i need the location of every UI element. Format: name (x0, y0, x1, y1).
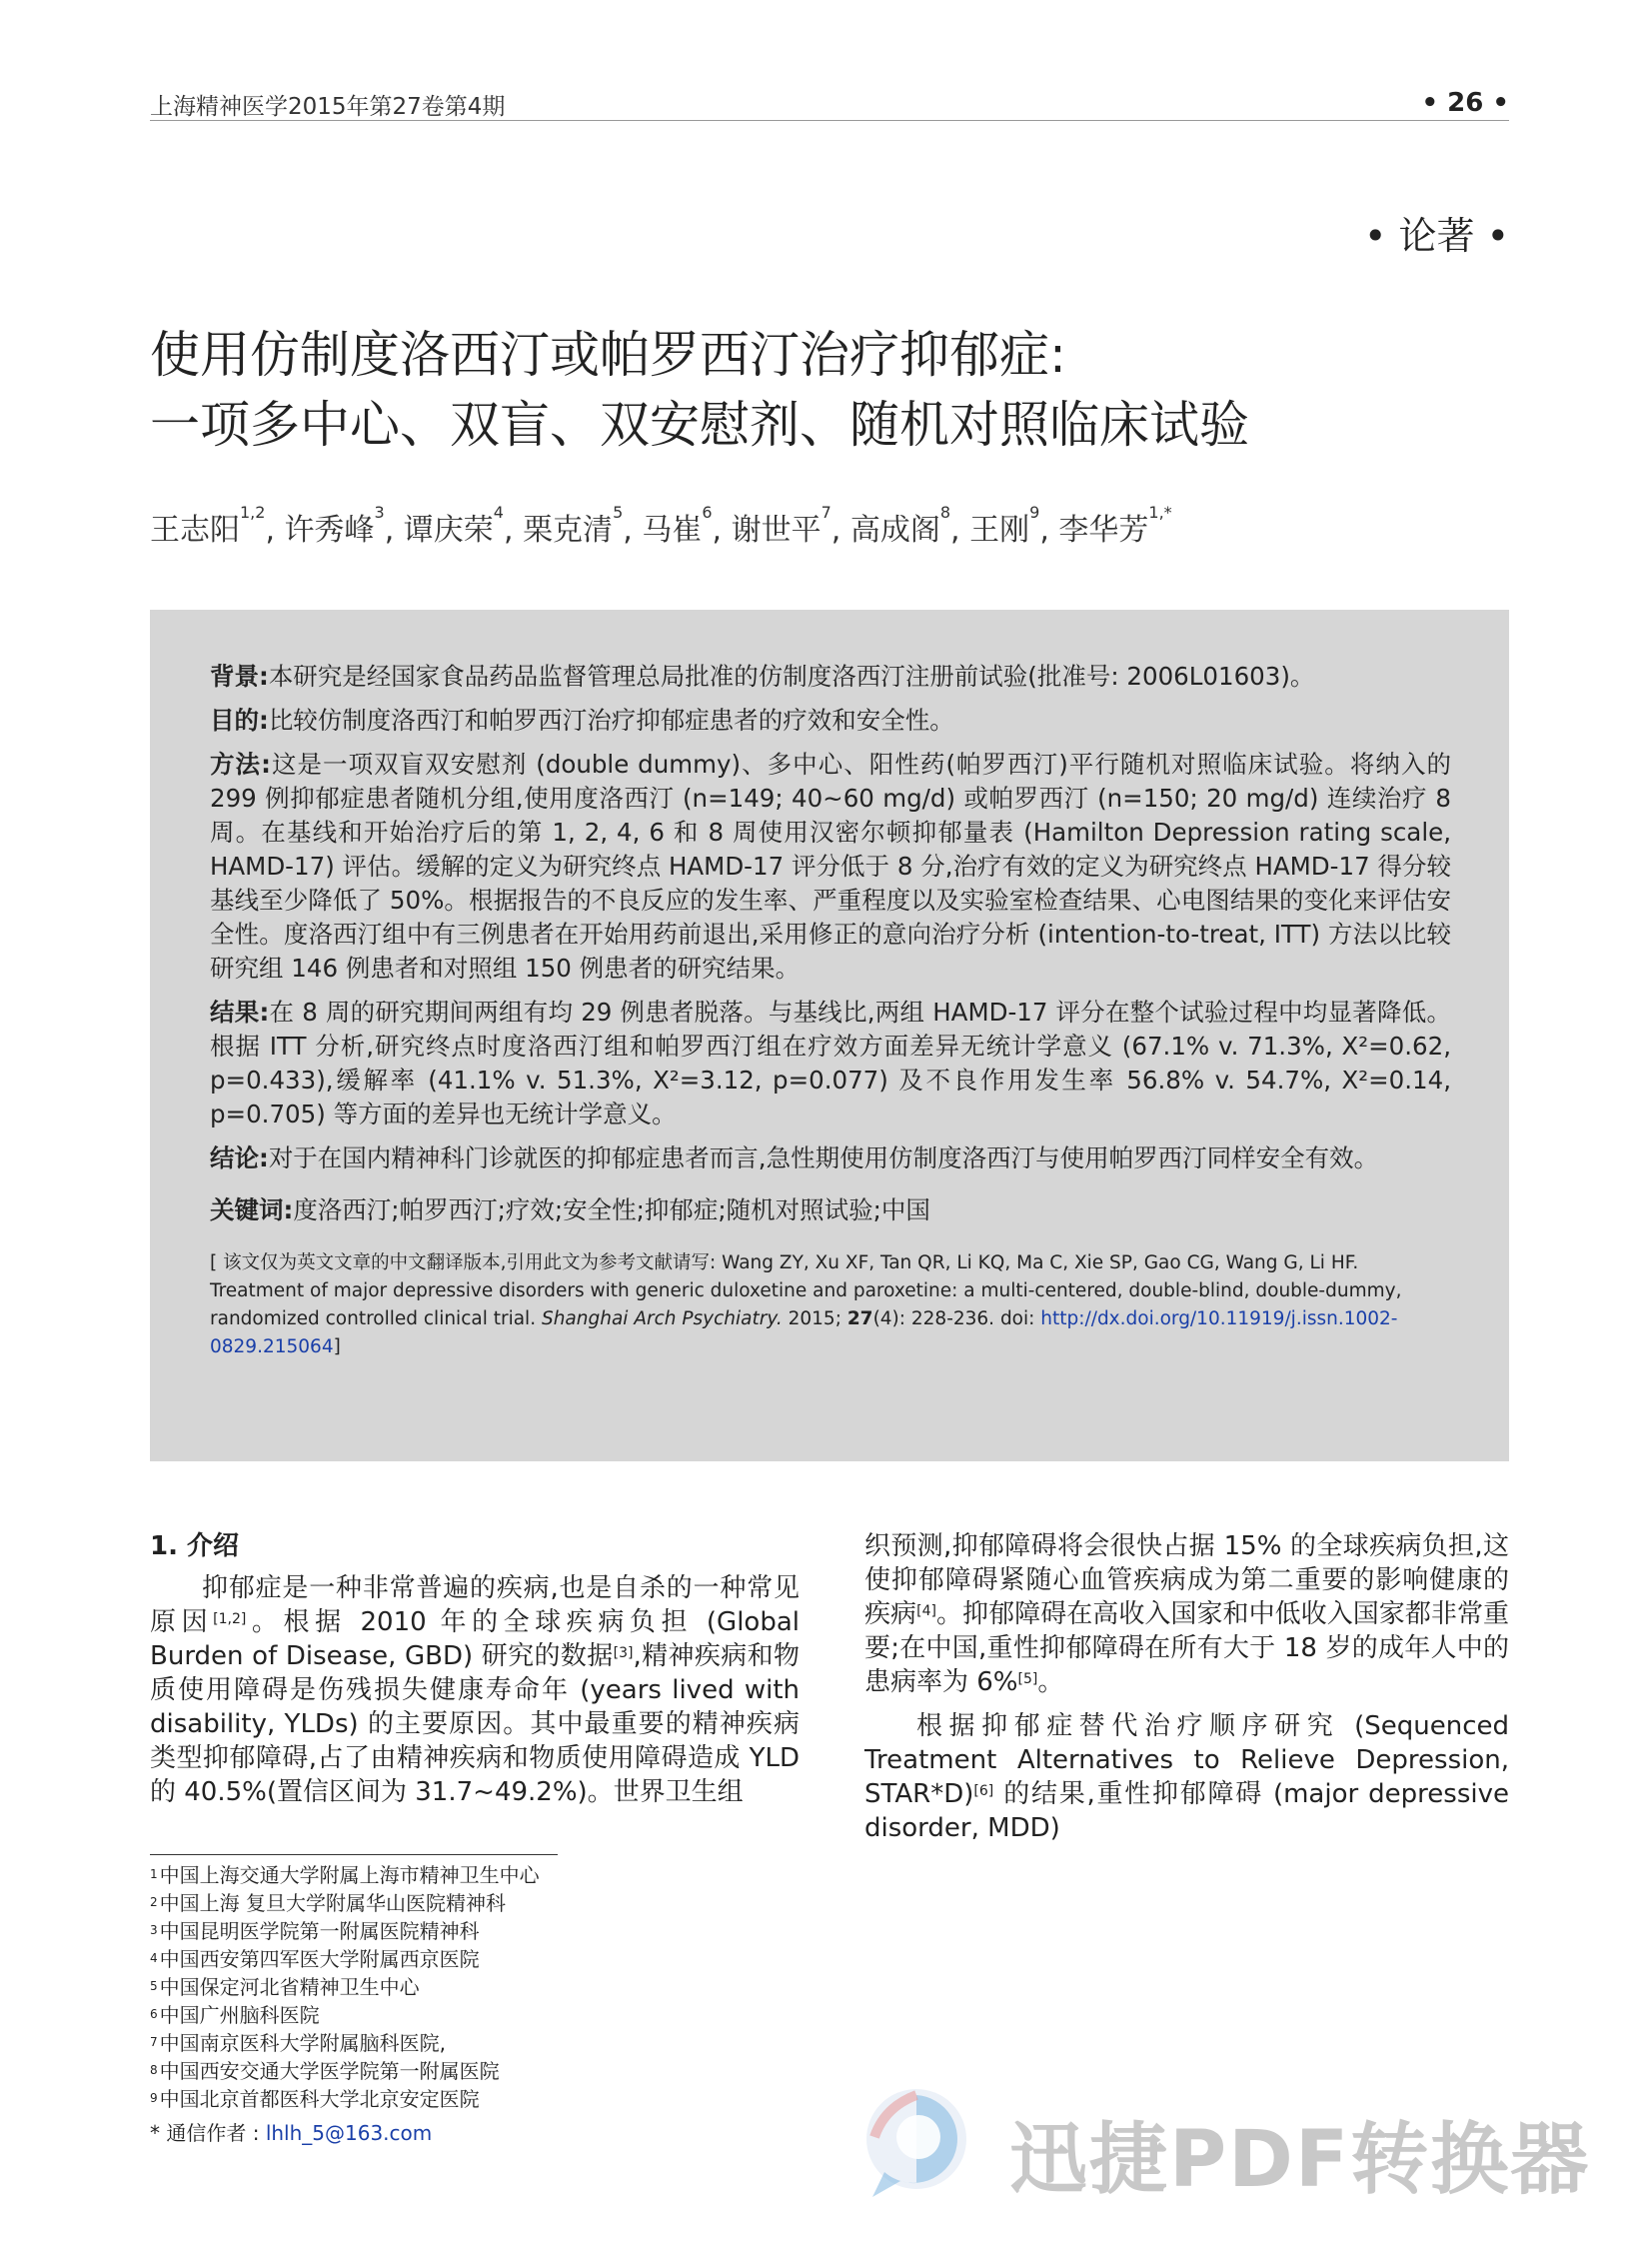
article-title (150, 320, 1509, 460)
author: 栗克清$^5$ (523, 503, 624, 548)
email-link[interactable]: lhlh_5@163.com (265, 2121, 433, 2145)
header-rule (150, 120, 1509, 121)
footnote: $^7$ 中国南京医科大学附属脑科医院, (150, 2031, 446, 2055)
paragraph: 织预测,抑郁障碍将会很快占据 15% 的全球疾病负担,这使抑郁障碍紧随心血管疾病成为第二重要的影响健康的疾病[4]。抑郁障碍在高收入国家和中低收入国家都非常重要;在中国,重性抑郁障碍在所有大于 18 岁的成年人中的患病率为 6%[5]。 (864, 1531, 1509, 1697)
affiliation-footnotes (150, 1861, 800, 2147)
author: 高成阁$^8$ (849, 503, 951, 548)
abstract-box (150, 610, 1509, 1461)
author: 王刚$^9$ (969, 503, 1040, 548)
doi-link[interactable]: http://dx.doi.org/10.11919/j.issn.1002-0829.215064 (210, 1308, 1398, 1357)
abstract-aim: 目的:比较仿制度洛西汀和帕罗西汀治疗抑郁症患者的疗效和安全性。 (210, 706, 954, 735)
section-label: • 论著 • (1364, 214, 1509, 258)
title-line-1: 使用仿制度洛西汀或帕罗西汀治疗抑郁症: (150, 326, 1066, 384)
paragraph: 根据抑郁症替代治疗顺序研究 (Sequenced Treatment Alternatives to Relieve Depression, STAR*D)[6] 的结果,重性抑郁障碍 (major depressive disorder, MDD) (864, 1711, 1509, 1843)
corresponding-author: * 通信作者 : lhlh_5@163.com (150, 2121, 433, 2145)
author-list: 王志阳$^{1,2}$, 许秀峰$^3$, 谭庆荣$^4$, 栗克清$^5$, 马崔$^6$, 谢世平$^7$, 高成阁$^8$, 王刚$^9$, 李华芳$^{1,*}$ (150, 503, 1172, 548)
footnote: $^2$ 中国上海 复旦大学附属华山医院精神科 (150, 1891, 506, 1915)
author: 马崔$^6$ (642, 503, 713, 548)
page-number: • 26 • (1421, 88, 1509, 118)
watermark-logo-icon (854, 2077, 984, 2217)
citation-note: [ 该文仅为英文文章的中文翻译版本,引用此文为参考文献请写: Wang ZY, Xu XF, Tan QR, Li KQ, Ma C, Xie SP, Gao CG, Wang G, Li HF. Treatment of major depressive disorders with generic duloxetine and paroxetine: a multi-centered, double-blind, double-dummy, randomized controlled clinical trial. Shanghai Arch Psychiatry. 2015; 27(4): 228-236. doi: http://dx.doi.org/10.11919/j.issn.1002-0829.215064] (210, 1252, 1402, 1357)
title-line-2: 一项多中心、双盲、双安慰剂、随机对照临床试验 (150, 396, 1249, 454)
footnote: $^1$ 中国上海交通大学附属上海市精神卫生中心 (150, 1863, 540, 1887)
journal-header: 上海精神医学2015年第27卷第4期 (150, 94, 506, 120)
footnote: $^9$ 中国北京首都医科大学北京安定医院 (150, 2087, 480, 2111)
author: 李华芳$^{1,*}$ (1058, 503, 1172, 548)
author: 谭庆荣$^4$ (403, 503, 504, 548)
footnote: $^8$ 中国西安交通大学医学院第一附属医院 (150, 2059, 500, 2083)
abstract-background: 背景:本研究是经国家食品药品监督管理总局批准的仿制度洛西汀注册前试验(批准号: 2006L01603)。 (210, 662, 1315, 691)
abstract-conclusion: 结论:对于在国内精神科门诊就医的抑郁症患者而言,急性期使用仿制度洛西汀与使用帕罗西汀同样安全有效。 (210, 1143, 1379, 1172)
footnote: $^5$ 中国保定河北省精神卫生中心 (150, 1975, 420, 1999)
body-left-column (150, 1529, 800, 1819)
footnote: $^4$ 中国西安第四军医大学附属西京医院 (150, 1947, 480, 1971)
footnote-rule (150, 1854, 558, 1855)
watermark-text: 迅捷PDF转换器 (1009, 2115, 1591, 2205)
body-right-column (864, 1529, 1509, 1855)
abstract-keywords: 关键词:度洛西汀;帕罗西汀;疗效;安全性;抑郁症;随机对照试验;中国 (210, 1195, 930, 1224)
footnote: $^3$ 中国昆明医学院第一附属医院精神科 (150, 1919, 480, 1943)
author: 许秀峰$^3$ (284, 503, 385, 548)
section-heading: 1. 介绍 (150, 1531, 240, 1561)
author: 王志阳$^{1,2}$ (150, 503, 266, 548)
abstract-results: 结果:在 8 周的研究期间两组有均 29 例患者脱落。与基线比,两组 HAMD-17 评分在整个试验过程中均显著降低。根据 ITT 分析,研究终点时度洛西汀组和帕罗西汀组在疗效方面差异无统计学意义 (67.1% v. 71.3%, X²=0.62, p=0.433),缓解率 (41.1% v. 51.3%, X²=3.12, p=0.077) 及不良作用发生率 56.8% v. 54.7%, X²=0.14, p=0.705) 等方面的差异也无统计学意义。 (210, 998, 1451, 1128)
paragraph: 抑郁症是一种非常普遍的疾病,也是自杀的一种常见原因[1,2]。根据 2010 年的全球疾病负担 (Global Burden of Disease, GBD) 研究的数据[3],精神疾病和物质使用障碍是伤残损失健康寿命年 (years lived with disability, YLDs) 的主要原因。其中最重要的精神疾病类型抑郁障碍,占了由精神疾病和物质使用障碍造成 YLD 的 40.5%(置信区间为 31.7~49.2%)。世界卫生组 (150, 1573, 801, 1807)
abstract-methods: 方法:这是一项双盲双安慰剂 (double dummy)、多中心、阳性药(帕罗西汀)平行随机对照临床试验。将纳入的 299 例抑郁症患者随机分组,使用度洛西汀 (n=149; 40~60 mg/d) 或帕罗西汀 (n=150; 20 mg/d) 连续治疗 8 周。在基线和开始治疗后的第 1, 2, 4, 6 和 8 周使用汉密尔顿抑郁量表 (Hamilton Depression rating scale, HAMD-17) 评估。缓解的定义为研究终点 HAMD-17 评分低于 8 分,治疗有效的定义为研究终点 HAMD-17 得分较基线至少降低了 50%。根据报告的不良反应的发生率、严重程度以及实验室检查结果、心电图结果的变化来评估安全性。度洛西汀组中有三例患者在开始用药前退出,采用修正的意向治疗分析 (intention-to-treat, ITT) 方法以比较研究组 146 例患者和对照组 150 例患者的研究结果。 (210, 750, 1451, 983)
footnote: $^6$ 中国广州脑科医院 (150, 2003, 320, 2027)
author: 谢世平$^7$ (731, 503, 831, 548)
